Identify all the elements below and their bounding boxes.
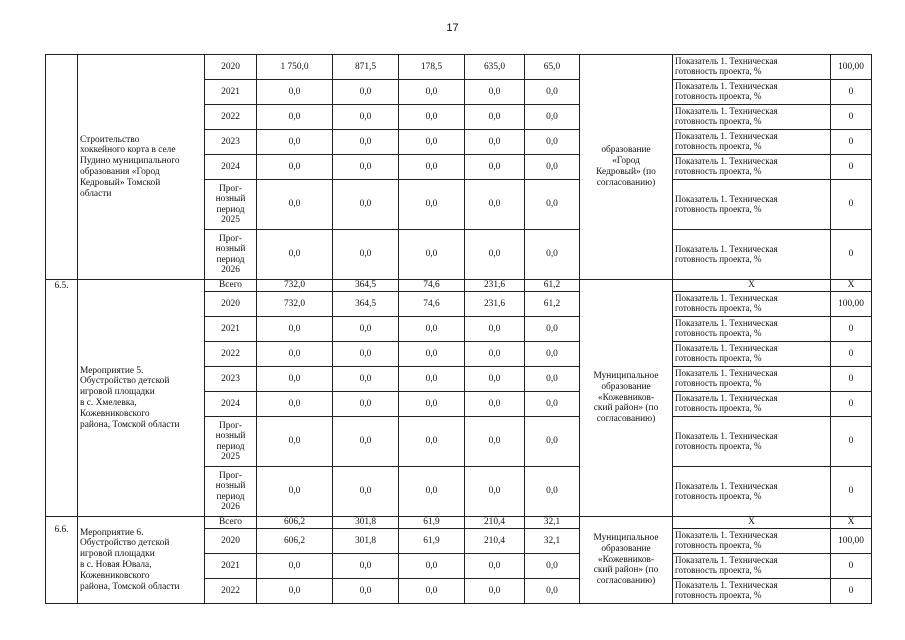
value-cell: 0,0 bbox=[333, 467, 399, 517]
target-cell: 100,00 bbox=[831, 529, 872, 554]
value-cell: 0,0 bbox=[333, 80, 399, 105]
value-cell: 0,0 bbox=[399, 180, 465, 230]
indicator-line: готовность проекта, % bbox=[675, 66, 762, 76]
executor-line: ский район» (по bbox=[593, 403, 659, 414]
indicator-line: Показатель 1. Техническая bbox=[675, 81, 778, 92]
indicator-line: Показатель 1. Техническая bbox=[675, 243, 778, 254]
executor-line: «Кожевников- bbox=[597, 554, 655, 565]
value-cell: 61,2 bbox=[525, 280, 580, 292]
indicator-cell bbox=[673, 467, 831, 517]
event-name-line: игровой площадки bbox=[80, 549, 155, 560]
value-cell: 0,0 bbox=[525, 392, 580, 417]
target-cell: 0 bbox=[831, 417, 872, 467]
indicator-line: Показатель 1. Техническая bbox=[675, 555, 778, 566]
indicator-line: готовность проекта, % bbox=[675, 91, 762, 101]
year-cell: 2024 bbox=[205, 392, 257, 417]
executor-cell bbox=[580, 280, 673, 517]
indicator-line: Показатель 1. Техническая bbox=[675, 193, 778, 204]
indicator-cell bbox=[673, 105, 831, 130]
target-cell: 0 bbox=[831, 80, 872, 105]
value-cell: 0,0 bbox=[465, 180, 525, 230]
indicator-cell bbox=[673, 342, 831, 367]
year-line: Прог- bbox=[218, 470, 243, 481]
event-name bbox=[78, 280, 205, 517]
value-cell: 0,0 bbox=[257, 180, 333, 230]
value-cell: 231,6 bbox=[465, 280, 525, 292]
value-cell: 0,0 bbox=[465, 342, 525, 367]
year-line: 2025 bbox=[221, 214, 240, 225]
value-cell: 0,0 bbox=[465, 317, 525, 342]
value-cell: 0,0 bbox=[333, 392, 399, 417]
year-line: 2026 bbox=[221, 501, 240, 512]
indicator-cell: X bbox=[673, 517, 831, 529]
indicator-cell bbox=[673, 554, 831, 579]
indicator-cell bbox=[673, 392, 831, 417]
year-line: нозный bbox=[215, 481, 246, 492]
year-cell: 2020 bbox=[205, 55, 257, 80]
value-cell: 606,2 bbox=[257, 517, 333, 529]
event-name-line: Кожевниковского bbox=[80, 570, 150, 581]
event-name-line: Мероприятие 5. bbox=[80, 365, 144, 376]
value-cell: 0,0 bbox=[525, 105, 580, 130]
indicator-line: готовность проекта, % bbox=[675, 303, 762, 313]
year-line: период bbox=[216, 491, 245, 502]
target-cell: 0 bbox=[831, 230, 872, 280]
value-cell: 0,0 bbox=[333, 317, 399, 342]
value-cell: 0,0 bbox=[257, 367, 333, 392]
target-cell: 0 bbox=[831, 317, 872, 342]
year-line: 2026 bbox=[221, 264, 240, 275]
indicator-line: Показатель 1. Техническая bbox=[675, 580, 778, 591]
year-line: период bbox=[216, 254, 245, 265]
indicator-line: Показатель 1. Техническая bbox=[675, 430, 778, 441]
value-cell: 732,0 bbox=[257, 280, 333, 292]
year-cell bbox=[205, 417, 257, 467]
value-cell: 0,0 bbox=[465, 392, 525, 417]
value-cell: 210,4 bbox=[465, 529, 525, 554]
indicator-line: готовность проекта, % bbox=[675, 141, 762, 151]
indicator-line: Показатель 1. Техническая bbox=[675, 318, 778, 329]
event-name-line: игровой площадки bbox=[80, 387, 155, 398]
value-cell: 0,0 bbox=[333, 367, 399, 392]
value-cell: 0,0 bbox=[257, 417, 333, 467]
value-cell: 0,0 bbox=[399, 80, 465, 105]
total-row bbox=[46, 280, 872, 292]
value-cell: 0,0 bbox=[333, 155, 399, 180]
year-line: Прог- bbox=[218, 183, 243, 194]
executor-line: согласованию) bbox=[596, 576, 656, 587]
indicator-line: готовность проекта, % bbox=[675, 403, 762, 413]
event-name-line: района, Томской области bbox=[80, 581, 180, 592]
value-cell: 0,0 bbox=[333, 417, 399, 467]
page-number: 17 bbox=[446, 22, 459, 34]
value-cell: 61,2 bbox=[525, 292, 580, 317]
value-cell: 871,5 bbox=[333, 55, 399, 80]
value-cell: 61,9 bbox=[399, 529, 465, 554]
event-name-line: Обустройство детской bbox=[80, 376, 170, 387]
year-cell: Всего bbox=[205, 280, 257, 292]
indicator-line: Показатель 1. Техническая bbox=[675, 393, 778, 404]
value-cell: 0,0 bbox=[257, 392, 333, 417]
year-line: нозный bbox=[215, 244, 246, 255]
year-cell bbox=[205, 467, 257, 517]
year-cell: 2020 bbox=[205, 292, 257, 317]
indicator-cell bbox=[673, 80, 831, 105]
value-cell: 0,0 bbox=[333, 579, 399, 604]
executor-line: согласованию) bbox=[596, 414, 656, 425]
value-cell: 210,4 bbox=[465, 517, 525, 529]
value-cell: 0,0 bbox=[399, 579, 465, 604]
target-cell: 0 bbox=[831, 180, 872, 230]
value-cell: 0,0 bbox=[525, 417, 580, 467]
executor-line: образование bbox=[601, 543, 651, 554]
value-cell: 301,8 bbox=[333, 529, 399, 554]
value-cell: 61,9 bbox=[399, 517, 465, 529]
value-cell: 0,0 bbox=[525, 230, 580, 280]
value-cell: 0,0 bbox=[333, 230, 399, 280]
target-cell: 100,00 bbox=[831, 292, 872, 317]
value-cell: 0,0 bbox=[525, 367, 580, 392]
indicator-line: готовность проекта, % bbox=[675, 378, 762, 388]
value-cell: 32,1 bbox=[525, 529, 580, 554]
indicator-line: готовность проекта, % bbox=[675, 490, 762, 501]
indicator-line: готовность проекта, % bbox=[675, 203, 762, 214]
value-cell: 0,0 bbox=[257, 230, 333, 280]
year-cell: 2022 bbox=[205, 105, 257, 130]
indicator-line: Показатель 1. Техническая bbox=[675, 368, 778, 379]
indicator-cell bbox=[673, 529, 831, 554]
value-cell: 0,0 bbox=[399, 317, 465, 342]
value-cell: 74,6 bbox=[399, 280, 465, 292]
year-cell bbox=[205, 230, 257, 280]
target-cell: 0 bbox=[831, 367, 872, 392]
event-name-line: в с. Хмелевка, bbox=[80, 398, 137, 408]
event-number: 6.6. bbox=[46, 517, 78, 604]
indicator-cell bbox=[673, 155, 831, 180]
target-cell: 100,00 bbox=[831, 55, 872, 80]
event-name-line: Обустройство детской bbox=[80, 538, 170, 549]
year-cell: 2023 bbox=[205, 130, 257, 155]
indicator-line: Показатель 1. Техническая bbox=[675, 56, 778, 67]
indicator-line: Показатель 1. Техническая bbox=[675, 343, 778, 354]
executor-cell bbox=[580, 517, 673, 604]
target-cell: 0 bbox=[831, 467, 872, 517]
indicator-line: готовность проекта, % bbox=[675, 565, 762, 575]
value-cell: 0,0 bbox=[399, 130, 465, 155]
value-cell: 0,0 bbox=[333, 554, 399, 579]
year-cell: 2020 bbox=[205, 529, 257, 554]
year-line: период bbox=[216, 204, 245, 215]
value-cell: 0,0 bbox=[525, 467, 580, 517]
value-cell: 0,0 bbox=[333, 180, 399, 230]
value-cell: 0,0 bbox=[399, 230, 465, 280]
event-name bbox=[78, 55, 205, 280]
value-cell: 74,6 bbox=[399, 292, 465, 317]
event-name-line: образования «Город bbox=[80, 167, 160, 177]
value-cell: 0,0 bbox=[525, 180, 580, 230]
year-cell: Всего bbox=[205, 517, 257, 529]
executor-line: Муниципальное bbox=[593, 533, 659, 543]
value-cell: 0,0 bbox=[399, 155, 465, 180]
target-cell: 0 bbox=[831, 105, 872, 130]
year-cell: 2021 bbox=[205, 80, 257, 105]
value-cell: 0,0 bbox=[257, 342, 333, 367]
executor-line: Муниципальное bbox=[593, 371, 659, 381]
value-cell: 0,0 bbox=[465, 417, 525, 467]
indicator-line: Показатель 1. Техническая bbox=[675, 530, 778, 541]
indicator-line: готовность проекта, % bbox=[675, 328, 762, 338]
value-cell: 0,0 bbox=[465, 554, 525, 579]
value-cell: 0,0 bbox=[399, 105, 465, 130]
value-cell: 0,0 bbox=[465, 80, 525, 105]
year-cell: 2021 bbox=[205, 317, 257, 342]
table-row bbox=[46, 55, 872, 80]
indicator-line: готовность проекта, % bbox=[675, 116, 762, 126]
value-cell: 65,0 bbox=[525, 55, 580, 80]
value-cell: 0,0 bbox=[257, 155, 333, 180]
value-cell: 0,0 bbox=[525, 554, 580, 579]
indicator-line: Показатель 1. Техническая bbox=[675, 293, 778, 304]
indicator-line: Показатель 1. Техническая bbox=[675, 131, 778, 142]
value-cell: 0,0 bbox=[525, 80, 580, 105]
value-cell: 0,0 bbox=[257, 105, 333, 130]
event-name-line: Кедровый» Томской bbox=[80, 177, 161, 188]
indicator-line: Показатель 1. Техническая bbox=[675, 106, 778, 117]
year-line: Прог- bbox=[218, 420, 243, 431]
indicator-line: Показатель 1. Техническая bbox=[675, 480, 778, 491]
indicator-cell bbox=[673, 367, 831, 392]
value-cell: 301,8 bbox=[333, 517, 399, 529]
indicator-line: готовность проекта, % bbox=[675, 166, 762, 176]
executor-line: ский район» (по bbox=[593, 565, 659, 576]
executor-line: «Кожевников- bbox=[597, 392, 655, 403]
indicator-cell bbox=[673, 230, 831, 280]
year-cell: 2023 bbox=[205, 367, 257, 392]
target-cell: 0 bbox=[831, 392, 872, 417]
event-name-line: Кожевниковского bbox=[80, 408, 150, 419]
executor-line: Кедровый» (по bbox=[596, 167, 656, 177]
value-cell: 0,0 bbox=[465, 367, 525, 392]
target-cell: 0 bbox=[831, 342, 872, 367]
value-cell: 0,0 bbox=[465, 467, 525, 517]
event-name-line: хоккейного корта в селе bbox=[80, 145, 176, 156]
event-number bbox=[46, 55, 78, 280]
indicator-cell bbox=[673, 417, 831, 467]
event-name-line: в с. Новая Ювала, bbox=[80, 560, 152, 570]
indicator-cell: X bbox=[673, 280, 831, 292]
value-cell: 0,0 bbox=[525, 155, 580, 180]
target-cell: 0 bbox=[831, 554, 872, 579]
value-cell: 32,1 bbox=[525, 517, 580, 529]
indicator-line: готовность проекта, % bbox=[675, 540, 762, 550]
value-cell: 0,0 bbox=[257, 80, 333, 105]
indicator-line: готовность проекта, % bbox=[675, 253, 762, 264]
event-name bbox=[78, 517, 205, 604]
indicator-line: готовность проекта, % bbox=[675, 440, 762, 451]
target-cell: 0 bbox=[831, 130, 872, 155]
indicator-cell bbox=[673, 55, 831, 80]
value-cell: 0,0 bbox=[525, 342, 580, 367]
value-cell: 0,0 bbox=[257, 467, 333, 517]
executor-line: образование bbox=[601, 145, 651, 156]
indicator-cell bbox=[673, 130, 831, 155]
year-cell bbox=[205, 180, 257, 230]
value-cell: 0,0 bbox=[399, 467, 465, 517]
value-cell: 0,0 bbox=[257, 579, 333, 604]
total-row bbox=[46, 517, 872, 529]
executor-line: согласованию) bbox=[596, 177, 656, 188]
target-cell: X bbox=[831, 517, 872, 529]
value-cell: 0,0 bbox=[257, 317, 333, 342]
value-cell: 1 750,0 bbox=[257, 55, 333, 80]
executor-line: образование bbox=[601, 381, 651, 392]
value-cell: 0,0 bbox=[465, 130, 525, 155]
year-cell: 2022 bbox=[205, 579, 257, 604]
target-cell: 0 bbox=[831, 579, 872, 604]
value-cell: 0,0 bbox=[257, 130, 333, 155]
year-line: нозный bbox=[215, 194, 246, 205]
executor-cell bbox=[580, 55, 673, 280]
year-line: 2025 bbox=[221, 451, 240, 462]
value-cell: 231,6 bbox=[465, 292, 525, 317]
value-cell: 732,0 bbox=[257, 292, 333, 317]
value-cell: 0,0 bbox=[399, 342, 465, 367]
indicator-line: готовность проекта, % bbox=[675, 590, 762, 600]
event-name-line: района, Томской области bbox=[80, 419, 180, 430]
indicator-line: Показатель 1. Техническая bbox=[675, 156, 778, 167]
indicator-cell bbox=[673, 579, 831, 604]
value-cell: 0,0 bbox=[525, 130, 580, 155]
year-line: Прог- bbox=[218, 233, 243, 244]
value-cell: 0,0 bbox=[333, 130, 399, 155]
value-cell: 0,0 bbox=[465, 105, 525, 130]
value-cell: 0,0 bbox=[399, 367, 465, 392]
value-cell: 0,0 bbox=[465, 230, 525, 280]
year-cell: 2021 bbox=[205, 554, 257, 579]
event-name-line: Пудино муниципального bbox=[80, 156, 180, 167]
year-cell: 2024 bbox=[205, 155, 257, 180]
value-cell: 0,0 bbox=[465, 155, 525, 180]
indicator-cell bbox=[673, 317, 831, 342]
table-body bbox=[46, 55, 872, 604]
year-line: период bbox=[216, 441, 245, 452]
program-table bbox=[45, 54, 872, 604]
value-cell: 0,0 bbox=[525, 579, 580, 604]
year-line: нозный bbox=[215, 431, 246, 442]
value-cell: 606,2 bbox=[257, 529, 333, 554]
target-cell: 0 bbox=[831, 155, 872, 180]
indicator-cell bbox=[673, 180, 831, 230]
value-cell: 635,0 bbox=[465, 55, 525, 80]
indicator-line: готовность проекта, % bbox=[675, 353, 762, 363]
value-cell: 0,0 bbox=[399, 392, 465, 417]
value-cell: 0,0 bbox=[399, 417, 465, 467]
event-name-line: Строительство bbox=[80, 134, 140, 145]
value-cell: 178,5 bbox=[399, 55, 465, 80]
value-cell: 0,0 bbox=[257, 554, 333, 579]
value-cell: 0,0 bbox=[465, 579, 525, 604]
year-cell: 2022 bbox=[205, 342, 257, 367]
indicator-cell bbox=[673, 292, 831, 317]
target-cell: X bbox=[831, 280, 872, 292]
event-name-line: Мероприятие 6. bbox=[80, 527, 144, 538]
value-cell: 364,5 bbox=[333, 292, 399, 317]
value-cell: 0,0 bbox=[333, 342, 399, 367]
executor-line: «Город bbox=[612, 156, 640, 167]
value-cell: 0,0 bbox=[333, 105, 399, 130]
event-number: 6.5. bbox=[46, 280, 78, 517]
value-cell: 0,0 bbox=[399, 554, 465, 579]
value-cell: 0,0 bbox=[525, 317, 580, 342]
event-name-line: области bbox=[80, 188, 112, 199]
value-cell: 364,5 bbox=[333, 280, 399, 292]
